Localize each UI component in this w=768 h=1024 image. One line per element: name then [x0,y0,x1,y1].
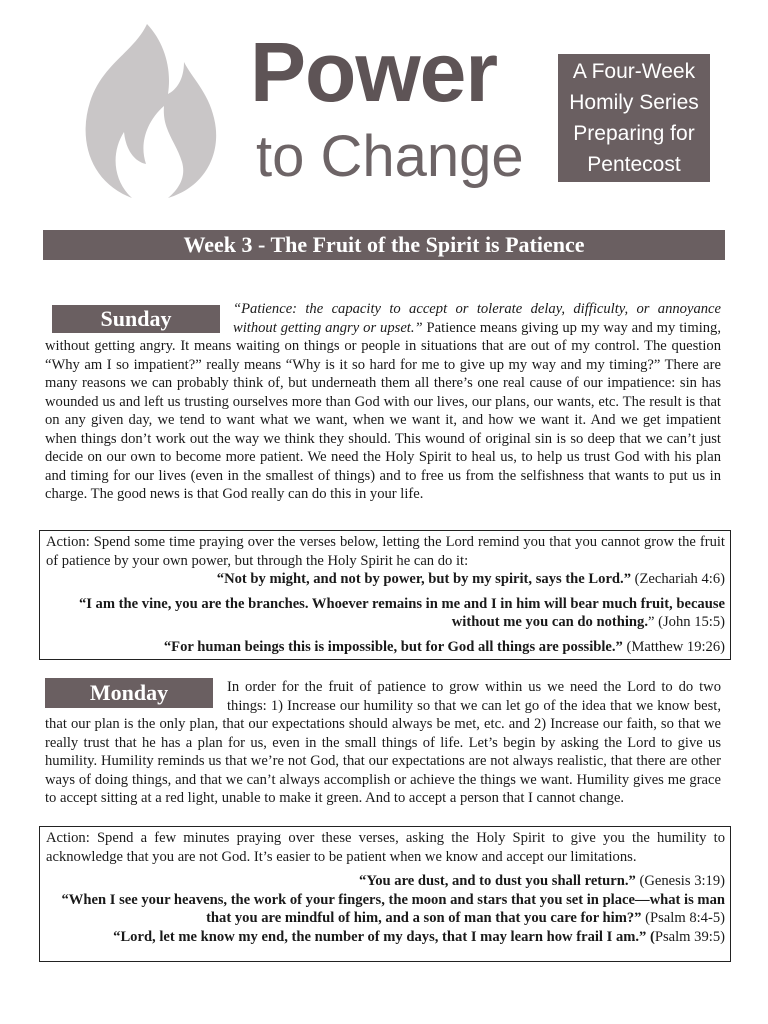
verse-ref: (Genesis 3:19) [635,873,725,889]
verse-quote: “Not by might, and not by power, but by my spirit, says the Lord.” [216,571,631,587]
verse-ref: ” (John 15:5) [647,614,725,630]
sunday-action-box [39,530,731,660]
verse-quote: “You are dust, and to dust you shall return.” [359,873,636,889]
week-title-bar: Week 3 - The Fruit of the Spirit is Patience [43,230,725,260]
verse-quote: “I am the vine, you are the branches. Whoever remains in me and I in him will bear much fruit, because without me you can do nothing. [78,595,725,630]
title-power: Power [250,25,498,119]
verse-zechariah [46,570,725,589]
verse-genesis [46,872,725,891]
sunday-paragraph [45,300,721,504]
sunday-action-text: Action: Spend some time praying over the verses below, letting the Lord remind you that you cannot grow the fruit of patience by your own power, but through the Holy Spirit he can do it: [46,534,725,569]
monday-action-box [39,826,731,962]
verse-psalm-8 [46,891,725,928]
sunday-body: Patience means giving up my way and my timing, without getting angry. It means waiting on things or people in situations that are out of my control. The question “Why am I so impatient?” really means “Why is it so hard for me to give up my way and my timing?” There are many reasons we can probably think of, but underneath them all there’s one real cause of our impatience: sin has wounded us and left us trusting ourselves more than God with our lives, our plans, our wants, etc. The result is that on any given day, we tend to want what we want, when we want it, and how we want it. And we get impatient when things don’t work out the way we think they should. This wound of original sin is so deep that we can’t just decide on our own to become more patient. We need the Holy Spirit to heal us, to help us trust God with his plan and timing for our lives (even in the smallest of things) and to free us from the selfishness that wants to put us in charge. The good news is that God really can do this in your life. [45,319,721,502]
series-description-box [558,54,710,182]
series-line: Pentecost [587,153,681,176]
monday-label: Monday [45,678,213,708]
series-line: Homily Series [569,91,699,114]
verse-john [46,595,725,632]
verse-ref: (Zechariah 4:6) [631,571,725,587]
patience-definition: “Patience: the capacity to accept or tolerate delay, difficulty, or annoyance without getting angry or upset.” [233,301,721,336]
monday-action-text: Action: Spend a few minutes praying over these verses, asking the Holy Spirit to give you the humility to acknowledge that you are not God. It’s easier to be patient when we know and accept our limitations. [46,830,725,865]
verse-quote: “For human beings this is impossible, but for God all things are possible.” [163,638,623,655]
series-line: Preparing for [573,122,695,145]
verse-quote: “Lord, let me know my end, the number of my days, that I may learn how frail I am.” ( [113,928,655,945]
monday-body: In order for the fruit of patience to grow within us we need the Lord to do two things: 1) Increase our humility so that we can let go of the idea that we know best, that our plan is the only plan, that our expectations should always be met, etc. and 2) Increase our faith, so that we really trust that he has a plan for us, even in the small things of life. Let’s begin by asking the Lord to give us humility. Humility reminds us that we’re not God, that our expectations are not always realistic, that there are other ways of doing things, and that we can’t always accomplish or achieve the things we want. Humility gives me grace to accept sitting at a red light, unable to make it green. And to accept a person that I cannot change. [45,679,721,806]
verse-ref: (Matthew 19:26) [622,638,725,655]
verse-matthew [46,638,725,657]
title-to-change: to Change [256,124,524,189]
flame-logo-icon [72,22,222,202]
series-line: A Four-Week [572,60,696,83]
verse-ref: (Psalm 8:4-5) [641,910,725,926]
verse-ref: Psalm 39:5) [654,928,725,945]
sunday-label: Sunday [52,305,220,333]
monday-paragraph [45,678,721,808]
verse-psalm-39 [46,928,725,947]
verse-quote: “When I see your heavens, the work of your fingers, the moon and stars that you set in place—what is man that you are mindful of him, and a son of man that you care for him?” [61,891,725,926]
